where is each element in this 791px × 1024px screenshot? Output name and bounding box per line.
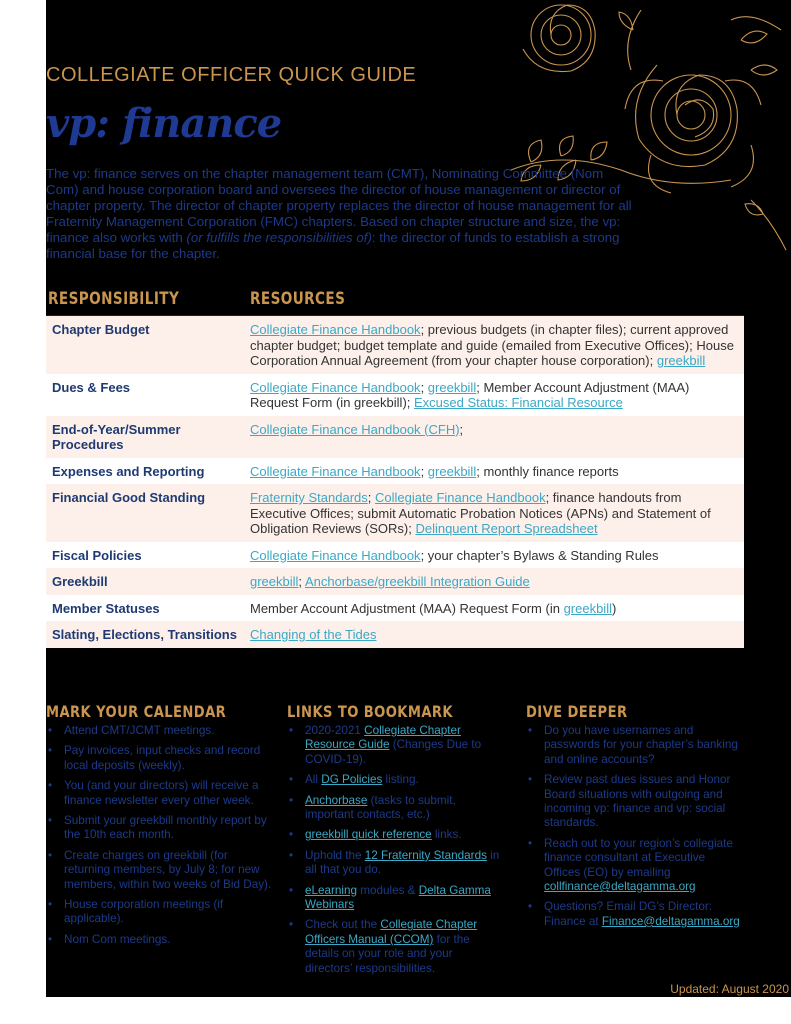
calendar-list: [46, 724, 276, 953]
resources-cell: [244, 416, 744, 458]
responsibility-cell: Financial Good Standing: [52, 490, 206, 505]
intro-text-end: : the director of funds to establish a strong financial base for the chapter.: [46, 230, 620, 262]
list-item: [287, 828, 502, 842]
resource-text: listing.: [382, 773, 419, 787]
resource-link[interactable]: DG Policies: [321, 773, 383, 787]
responsibility-cell: Dues & Fees: [52, 379, 131, 395]
intro-italic: (or fulfills the responsibilities of): [186, 230, 372, 246]
responsibility-cell: Chapter Budget: [52, 322, 150, 337]
resource-text: ; your chapter’s Bylaws & Standing Rules: [420, 547, 659, 563]
list-item: [287, 849, 502, 878]
list-item: [526, 724, 741, 767]
resource-text: (Changes Due to COVID-19).: [305, 738, 482, 766]
responsibility-cell: Expenses and Reporting: [52, 463, 205, 479]
resource-text: ;: [420, 379, 428, 395]
responsibility-cell: Greekbill: [52, 574, 108, 589]
resource-text: ; monthly finance reports: [476, 463, 619, 479]
resource-text: Reach out to your region’s collegiate finance consultant at Executive Offices (EO) by emailing: [544, 836, 733, 879]
resource-text: Questions? Email DG’s Director: Finance at: [544, 900, 713, 928]
table-row: [46, 416, 744, 458]
resource-link[interactable]: Collegiate Finance Handbook (CFH): [250, 421, 460, 437]
resources-cell: [244, 621, 744, 648]
resource-text: ;: [420, 463, 428, 479]
resource-link[interactable]: 12 Fraternity Standards: [364, 848, 487, 862]
resources-cell: [244, 458, 744, 485]
resource-link[interactable]: Collegiate Finance Handbook: [250, 547, 421, 563]
resource-text: ; previous budgets (in chapter files); current approved chapter budget; budget template and guide (emailed from Executive Offices); House Corporation Annual Agreement (from your chapter house corporation);: [250, 322, 734, 368]
resources-cell: [244, 595, 744, 622]
resources-cell: [244, 542, 744, 569]
resource-text: ;: [459, 421, 464, 437]
resource-link[interactable]: greekbill: [656, 353, 706, 368]
table-row: [46, 568, 744, 595]
list-item: • You (and your directors) will receive a finance newsletter every other week.: [46, 779, 276, 808]
resource-text: ;: [298, 574, 305, 589]
list-item: [287, 884, 502, 913]
table-row: [46, 595, 744, 622]
resource-text: ): [611, 600, 617, 616]
table-row: [46, 458, 744, 485]
responsibility-cell: Member Statuses: [52, 600, 160, 616]
list-item: [287, 918, 502, 976]
resource-text: Review past dues issues and Honor Board situations with outgoing and incoming vp: finance and vp: social standards.: [544, 773, 731, 830]
resource-link[interactable]: Collegiate Chapter Resource Guide: [305, 724, 461, 752]
list-item: [526, 773, 741, 831]
resource-text: Member Account Adjustment (MAA) Request Form (in: [250, 600, 564, 616]
resources-header: RESOURCES: [250, 289, 346, 309]
intro-text: The vp: finance serves on the chapter management team (CMT), Nominating Committee (Nom Com) and house corporation board and oversees the director of house management or director of chapter property. The director of chapter property replaces the director of house management for all Fraternity Management Corporation (FMC) chapters. Based on chapter structure and size, the vp: finance also works with: [46, 166, 632, 246]
list-item: • House corporation meetings (if applicable).: [46, 898, 276, 927]
resource-link[interactable]: Delinquent Report Spreadsheet: [415, 521, 598, 536]
dive-deeper-list: [526, 724, 741, 935]
resource-link[interactable]: eLearning: [305, 883, 357, 897]
list-item: • Create charges on greekbill (for returning members, by July 8; for new members, within two weeks of Bid Day).: [46, 849, 276, 892]
responsibility-cell: Fiscal Policies: [52, 547, 142, 563]
table-row: [46, 621, 744, 648]
resource-link[interactable]: greekbill quick reference: [305, 828, 432, 842]
resource-text: links.: [431, 828, 462, 842]
resource-text: Uphold the: [305, 848, 365, 862]
resource-link[interactable]: greekbill: [563, 600, 612, 616]
resource-link[interactable]: greekbill: [427, 463, 477, 479]
resource-link[interactable]: Collegiate Chapter Officers Manual (CCOM): [305, 918, 478, 946]
resource-link[interactable]: Anchorbase/greekbill Integration Guide: [304, 574, 530, 589]
resource-text: for the details on your role and your directors’ responsibilities.: [305, 932, 470, 975]
resource-link[interactable]: Anchorbase: [305, 793, 368, 807]
resource-link[interactable]: Collegiate Finance Handbook: [250, 322, 421, 337]
responsibility-table: [46, 315, 744, 648]
resource-text: ;: [367, 490, 376, 505]
role-description: [46, 166, 636, 263]
resource-text: in all that you do.: [305, 848, 500, 877]
resources-cell: [244, 484, 744, 542]
resource-link[interactable]: Changing of the Tides: [250, 627, 377, 642]
resource-link[interactable]: Excused Status: Financial Resource: [414, 395, 623, 410]
resource-text: 2020-2021: [305, 724, 365, 737]
dive-deeper-heading: DIVE DEEPER: [526, 702, 628, 721]
list-item: [526, 837, 741, 895]
list-item: • Pay invoices, input checks and record local deposits (weekly).: [46, 744, 276, 773]
list-item: [287, 724, 502, 767]
table-row: [46, 484, 744, 542]
resource-link[interactable]: Finance@deltagamma.org: [601, 914, 740, 928]
list-item: [526, 900, 741, 929]
links-list: [287, 724, 502, 982]
resource-link[interactable]: Collegiate Finance Handbook: [250, 463, 421, 479]
calendar-heading: MARK YOUR CALENDAR: [46, 702, 227, 721]
responsibility-header: RESPONSIBILITY: [48, 289, 180, 309]
resource-link[interactable]: Collegiate Finance Handbook: [375, 490, 546, 505]
links-heading: LINKS TO BOOKMARK: [287, 702, 453, 721]
updated-date: Updated: August 2020: [670, 982, 789, 996]
list-item: • Submit your greekbill monthly report by the 10th each month.: [46, 814, 276, 843]
guide-kicker: COLLEGIATE OFFICER QUICK GUIDE: [46, 64, 417, 86]
resource-link[interactable]: greekbill: [250, 574, 299, 589]
resource-text: ; Member Account Adjustment (MAA) Request Form (in greekbill);: [250, 379, 690, 410]
table-row: [46, 316, 744, 374]
guide-page: [46, 0, 791, 997]
resource-link[interactable]: Delta Gamma Webinars: [305, 883, 491, 912]
resources-cell: [244, 316, 744, 374]
list-item: • Nom Com meetings.: [46, 933, 276, 947]
resource-link[interactable]: Fraternity Standards: [250, 490, 368, 505]
table-row: [46, 542, 744, 569]
resources-cell: [244, 374, 744, 416]
resource-text: (tasks to submit, important contacts, etc.): [305, 793, 456, 822]
resource-text: ; finance handouts from Executive Offices; submit Automatic Probation Notices (APNs) and Statement of Obligation Reviews (SORs);: [250, 490, 711, 536]
resource-link[interactable]: collfinance@deltagamma.org: [544, 880, 696, 894]
table-row: [46, 374, 744, 416]
list-item: [287, 773, 502, 787]
resource-text: Do you have usernames and passwords for your chapter’s banking and online accounts?: [544, 724, 738, 766]
resource-text: All: [305, 773, 322, 787]
resource-link[interactable]: Collegiate Finance Handbook: [250, 379, 421, 395]
resource-link[interactable]: greekbill: [427, 379, 477, 395]
resources-cell: [244, 568, 744, 595]
role-title: vp: finance: [46, 100, 282, 147]
responsibility-cell: Slating, Elections, Transitions: [52, 627, 237, 642]
resource-text: Check out the: [305, 918, 381, 932]
list-item: • Attend CMT/JCMT meetings.: [46, 724, 276, 738]
list-item: [287, 794, 502, 823]
responsibility-cell: End-of-Year/Summer Procedures: [52, 421, 181, 452]
resource-text: modules &: [357, 883, 419, 897]
